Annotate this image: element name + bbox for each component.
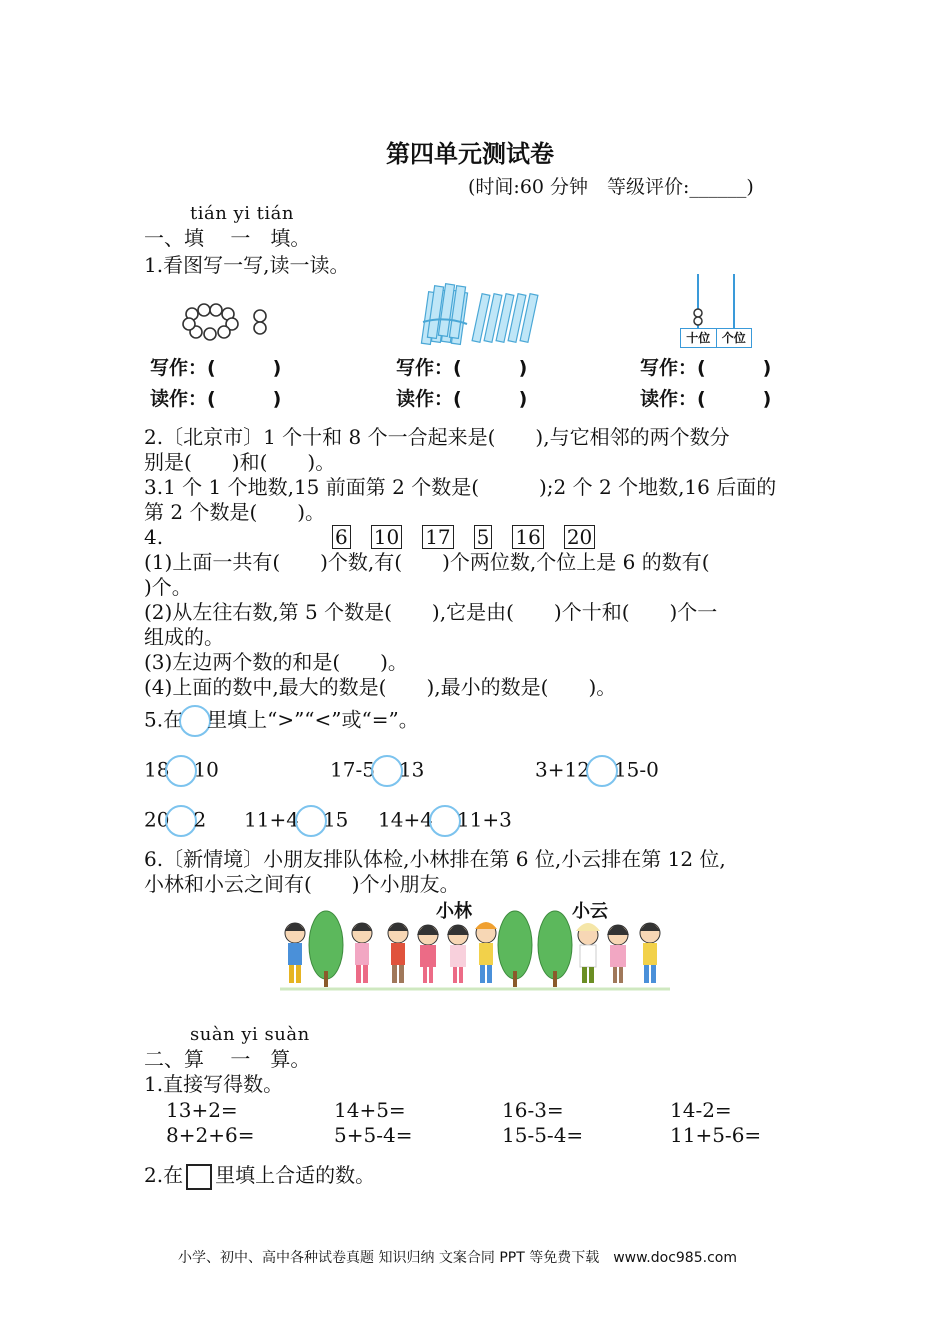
compare-left: 18 [144,757,170,782]
read-label-2: 读作：( ) [396,388,528,410]
compare-left: 14+4 [378,807,433,832]
q4-3: (3)左边两个数的和是( )。 [144,650,408,674]
q4-1-line1: (1)上面一共有( )个数,有( )个两位数,个位上是 6 的数有( [144,550,710,574]
q4-number-boxes [322,524,605,550]
q5-pre: 5.在 [144,707,184,732]
compare-item [378,805,512,837]
compare-right: 13 [398,757,425,782]
footer: 小学、初中、高中各种试卷真题 知识归纳 文案合同 PPT 等免费下载 www.doc985.com [178,1250,737,1266]
page-title: 第四单元测试卷 [386,139,554,168]
q4-4: (4)上面的数中,最大的数是( ),最小的数是( )。 [144,675,617,699]
q3-line2: 第 2 个数是( )。 [144,500,326,524]
number-box: 5 [474,525,493,549]
s2-q2-pre: 2.在 [144,1163,184,1187]
pinyin-fill: tián yi tián [190,203,294,224]
equation: 14-2= [670,1098,732,1122]
number-box: 10 [371,525,402,549]
compare-item [330,755,424,787]
q2-line2: 别是( )和( )。 [144,450,336,474]
q6-line2: 小林和小云之间有( )个小朋友。 [144,872,460,896]
q6-line1: 6.〔新情境〕小朋友排队体检,小林排在第 6 位,小云排在第 12 位, [144,847,726,871]
exam-info: (时间:60 分钟 等级评价:______) [468,176,754,198]
compare-item [535,755,659,787]
compare-left: 20 [144,807,170,832]
equation: 13+2= [166,1098,238,1122]
q4-2-line1: (2)从左往右数,第 5 个数是( ),它是由( )个十和( )个一 [144,600,718,624]
s2-q2-post: 里填上合适的数。 [215,1163,376,1187]
q5-post: 里填上“>”“<”或“=”。 [207,707,419,732]
section2-heading: 二、算 一 算。 [144,1047,311,1071]
q4-1-line2: )个。 [144,575,192,599]
ones-label: 个位 [721,331,746,345]
compare-right: 11+3 [456,807,512,832]
q4-label: 4. [144,525,164,549]
sticks-illustration [415,282,540,348]
compare-item [144,755,219,787]
compare-item [144,805,206,837]
beads-illustration [180,300,280,342]
name-lin: 小林 [436,901,472,922]
q2-line1: 2.〔北京市〕1 个十和 8 个一合起来是( ),与它相邻的两个数分 [144,425,730,449]
s2-q1-text: 1.直接写得数。 [144,1072,284,1096]
equation: 8+2+6= [166,1123,255,1147]
write-label-2: 写作：( ) [396,357,528,379]
equation: 5+5-4= [334,1123,413,1147]
compare-left: 3+12 [535,757,590,782]
tens-label: 十位 [681,329,717,347]
compare-left: 11+4 [244,807,299,832]
equation: 14+5= [334,1098,406,1122]
number-box: 6 [332,525,351,549]
equation: 11+5-6= [670,1123,762,1147]
read-label-3: 读作：( ) [640,388,772,410]
compare-right: 2 [193,807,207,832]
number-box: 17 [422,525,453,549]
write-label-1: 写作：( ) [150,357,282,379]
q1-text: 1.看图写一写,读一读。 [144,253,350,277]
section1-heading: 一、填 一 填。 [144,226,311,250]
number-box: 20 [564,525,595,549]
square-icon [186,1164,212,1190]
compare-item [244,805,348,837]
equation: 16-3= [502,1098,564,1122]
read-label-1: 读作：( ) [150,388,282,410]
equation: 15-5-4= [502,1123,584,1147]
compare-right: 15-0 [613,757,659,782]
abacus-illustration [680,272,752,350]
number-box: 16 [512,525,543,549]
s2-q2-text [144,1162,375,1190]
queue-illustration [280,905,670,995]
compare-right: 10 [193,757,219,782]
pinyin-calc: suàn yi suàn [190,1024,310,1045]
compare-left: 17-5 [330,757,375,782]
q5-instruction [144,705,419,737]
write-label-3: 写作：( ) [640,357,772,379]
compare-right: 15 [322,807,349,832]
q3-line1: 3.1 个 1 个地数,15 前面第 2 个数是( );2 个 2 个地数,16 后面的 [144,475,777,499]
q4-2-line2: 组成的。 [144,625,224,649]
name-yun: 小云 [572,901,608,922]
